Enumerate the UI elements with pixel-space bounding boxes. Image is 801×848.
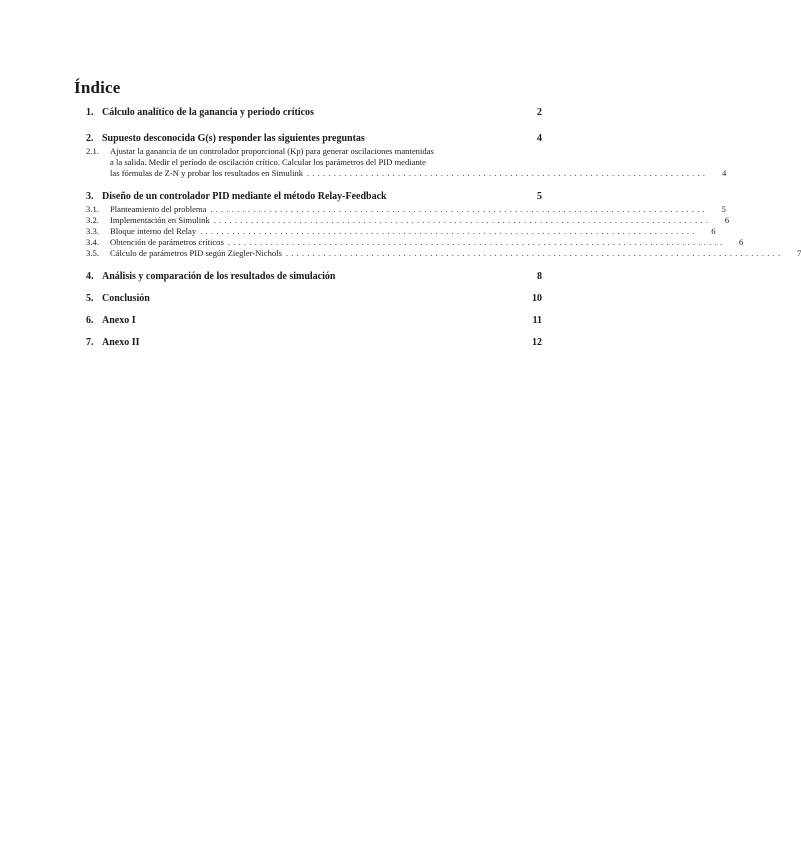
toc-section-6[interactable] bbox=[86, 314, 542, 328]
page-number: 4 bbox=[721, 168, 727, 178]
leader-dots: ............................................................................................. bbox=[210, 204, 708, 214]
page-number: 7 bbox=[797, 248, 801, 258]
section-number: 2. bbox=[86, 133, 94, 144]
subsection-number: 3.5. bbox=[86, 248, 99, 258]
page-number: 10 bbox=[532, 293, 542, 304]
subsection-number: 3.3. bbox=[86, 226, 99, 236]
toc-subsection-3-4[interactable] bbox=[86, 237, 744, 248]
page-number: 12 bbox=[532, 337, 542, 348]
leader-dots: ............................................................................................. bbox=[285, 248, 784, 258]
section-title: Conclusión bbox=[102, 293, 150, 304]
page-number: 6 bbox=[711, 226, 716, 236]
subsection-title-line-2: a la salida. Medir el período de oscilación crítico. Calcular los parámetros del PID mediante bbox=[110, 157, 426, 167]
toc-section-1[interactable] bbox=[86, 106, 542, 120]
section-title: Anexo I bbox=[102, 315, 136, 326]
subsection-number: 3.2. bbox=[86, 215, 99, 225]
page-number: 2 bbox=[537, 107, 542, 118]
toc-subsection-3-2[interactable] bbox=[86, 215, 730, 226]
page-number: 8 bbox=[537, 271, 542, 282]
section-title: Cálculo analítico de la ganancia y periodo críticos bbox=[102, 107, 314, 118]
section-number: 4. bbox=[86, 271, 94, 282]
subsection-number: 3.4. bbox=[86, 237, 99, 247]
subsection-title-line-3: las fórmulas de Z-N y probar los resultados en Simulink bbox=[110, 168, 304, 178]
page-number: 6 bbox=[724, 215, 730, 225]
subsection-number: 3.1. bbox=[86, 204, 99, 214]
section-title: Diseño de un controlador PID mediante el método Relay-Feedback bbox=[102, 191, 387, 202]
page-number: 5 bbox=[537, 191, 542, 202]
toc-subsection-3-1[interactable] bbox=[86, 204, 726, 215]
toc-section-5[interactable] bbox=[86, 292, 542, 306]
section-title: Análisis y comparación de los resultados de simulación bbox=[102, 271, 336, 282]
toc-subsection-2-1[interactable] bbox=[86, 146, 727, 179]
toc-section-2[interactable] bbox=[86, 132, 542, 146]
toc-section-7[interactable] bbox=[86, 336, 542, 350]
toc-subsection-3-5[interactable] bbox=[86, 248, 801, 259]
toc-subsection-3-3[interactable] bbox=[86, 226, 716, 237]
section-number: 5. bbox=[86, 293, 94, 304]
toc-section-4[interactable] bbox=[86, 270, 542, 284]
toc-section-3[interactable] bbox=[86, 190, 542, 204]
subsection-title: Planteamiento del problema bbox=[110, 204, 207, 214]
table-of-contents bbox=[86, 106, 801, 350]
leader-dots: ........................................................................... bbox=[307, 168, 709, 178]
subsection-number: 2.1. bbox=[86, 146, 99, 156]
subsection-title-line-1: Ajustar la ganancia de un controlador proporcional (Kp) para generar oscilaciones mantenidas bbox=[110, 146, 434, 156]
subsection-title: Cálculo de parámetros PID según Ziegler-Nichols bbox=[110, 248, 282, 258]
section-number: 1. bbox=[86, 107, 94, 118]
page-number: 6 bbox=[738, 237, 744, 247]
page-number: 5 bbox=[721, 204, 726, 214]
leader-dots: ............................................................................................. bbox=[227, 237, 726, 247]
section-number: 3. bbox=[86, 191, 94, 202]
leader-dots: ............................................................................................. bbox=[213, 215, 712, 225]
section-number: 7. bbox=[86, 337, 94, 348]
subsection-title: Implementación en Simulink bbox=[110, 215, 210, 225]
toc-heading: Índice bbox=[74, 78, 121, 97]
section-number: 6. bbox=[86, 315, 94, 326]
subsection-title: Obtención de parámetros críticos bbox=[110, 237, 224, 247]
page-number: 11 bbox=[532, 315, 542, 326]
leader-dots: ............................................................................................. bbox=[200, 226, 698, 236]
page-number: 4 bbox=[537, 133, 542, 144]
subsection-title: Bloque interno del Relay bbox=[110, 226, 197, 236]
section-title: Anexo II bbox=[102, 337, 140, 348]
section-title: Supuesto desconocida G(s) responder las siguientes preguntas bbox=[102, 133, 365, 144]
